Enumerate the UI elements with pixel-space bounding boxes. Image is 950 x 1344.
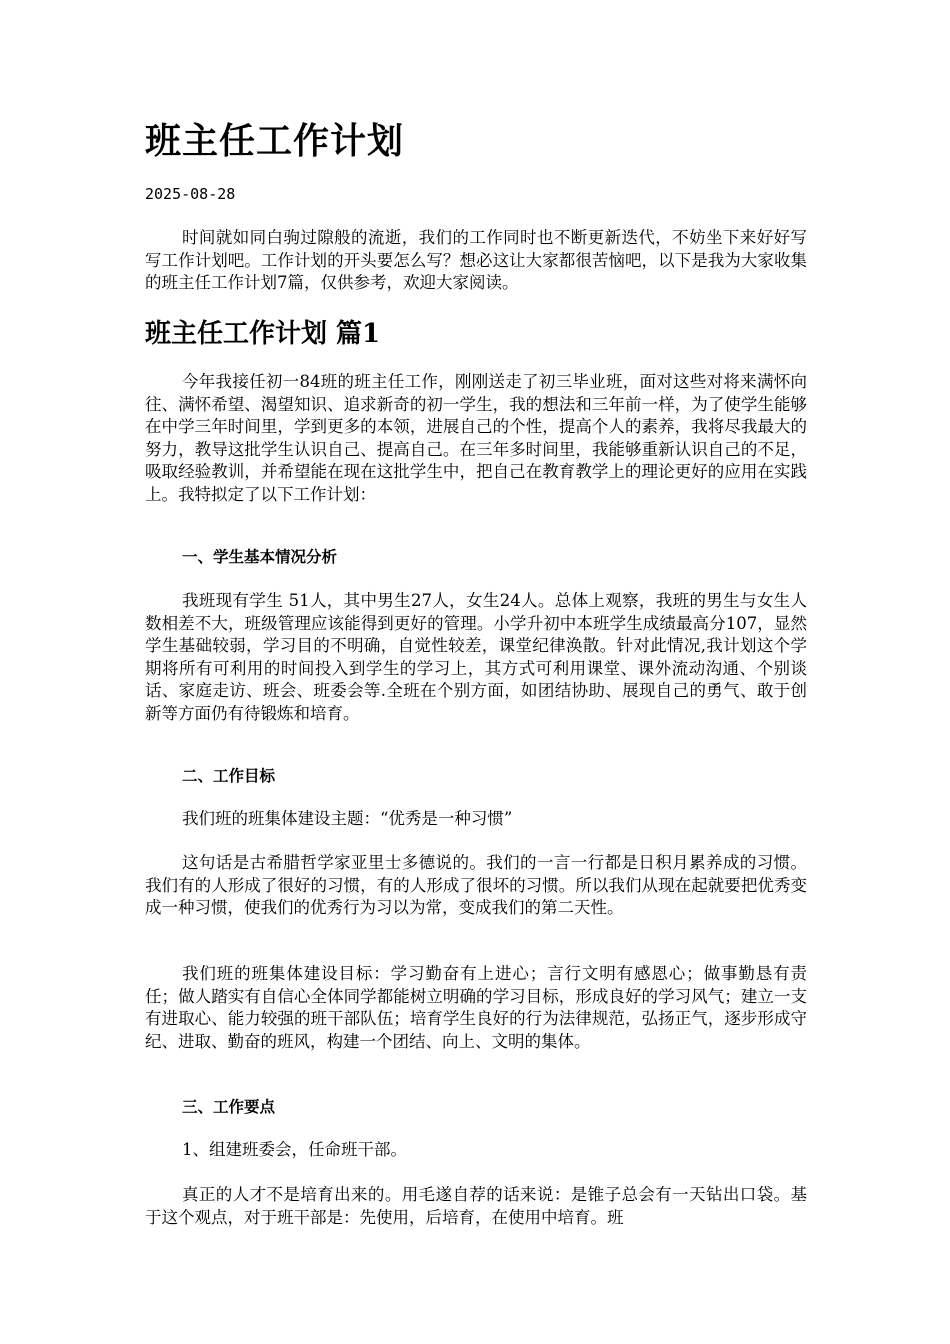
paragraph-1: 今年我接任初一84班的班主任工作，刚刚送走了初三毕业班，面对这些对将来满怀向往、满怀希望、渴望知识、追求新奇的初一学生，我的想法和三年前一样，为了使学生能够在中学三年时间里，学到更多的本领，进展自己的个性，提高个人的素养，我将尽我最大的努力，教导这批学生认识自己、提高自己。在三年多时间里，我能够重新认识自己的不足，吸取经验教训，并希望能在现在这批学生中，把自己在教育教学上的理论更好的应用在实践上。我特拟定了以下工作计划： <box>145 372 807 504</box>
paragraph-7: 真正的人才不是培育出来的。用毛遂自荐的话来说：是锥子总会有一天钻出口袋。基于这个观点，对于班干部是：先使用，后培育，在使用中培育。班 <box>145 1185 807 1227</box>
subheading-work-goals: 二、工作目标 <box>182 767 276 785</box>
document-title: 班主任工作计划 <box>145 120 405 162</box>
paragraph-5: 我们班的班集体建设目标：学习勤奋有上进心；言行文明有感恩心；做事勤恳有责任；做人踏实有自信心全体同学都能树立明确的学习目标，形成良好的学习风气；建立一支有进取心、能力较强的班干部队伍；培育学生良好的行为法律规范，弘扬正气，逐步形成守纪、进取、勤奋的班风，构建一个团结、向上、文明的集体。 <box>145 964 807 1051</box>
paragraph-3: 我们班的班集体建设主题：“优秀是一种习惯” <box>182 809 513 828</box>
subheading-student-analysis: 一、学生基本情况分析 <box>182 548 338 566</box>
intro-paragraph: 时间就如同白驹过隙般的流逝，我们的工作同时也不断更新迭代，不妨坐下来好好写写工作计划吧。工作计划的开头要怎么写？想必这让大家都很苦恼吧，以下是我为大家收集的班主任工作计划7篇，仅供参考，欢迎大家阅读。 <box>145 228 807 292</box>
paragraph-6: 1、组建班委会，任命班干部。 <box>182 1140 407 1159</box>
subheading-work-points: 三、工作要点 <box>182 1098 276 1116</box>
section-title: 班主任工作计划 篇1 <box>145 319 381 349</box>
publish-date: 2025-08-28 <box>145 185 236 203</box>
paragraph-2: 我班现有学生 51人，其中男生27人，女生24人。总体上观察，我班的男生与女生人数相差不大，班级管理应该能得到更好的管理。小学升初中本班学生成绩最高分107，显然学生基础较弱，学习目的不明确，自觉性较差，课堂纪律涣散。针对此情况,我计划这个学期将所有可利用的时间投入到学生的学习上，其方式可利用课堂、课外流动沟通、个别谈话、家庭走访、班会、班委会等.全班在个别方面，如团结协助、展现自己的勇气、敢于创新等方面仍有待锻炼和培育。 <box>145 591 807 723</box>
paragraph-4: 这句话是古希腊哲学家亚里士多德说的。我们的一言一行都是日积月累养成的习惯。我们有的人形成了很好的习惯，有的人形成了很坏的习惯。所以我们从现在起就要把优秀变成一种习惯，使我们的优秀行为习以为常，变成我们的第二天性。 <box>145 853 807 917</box>
